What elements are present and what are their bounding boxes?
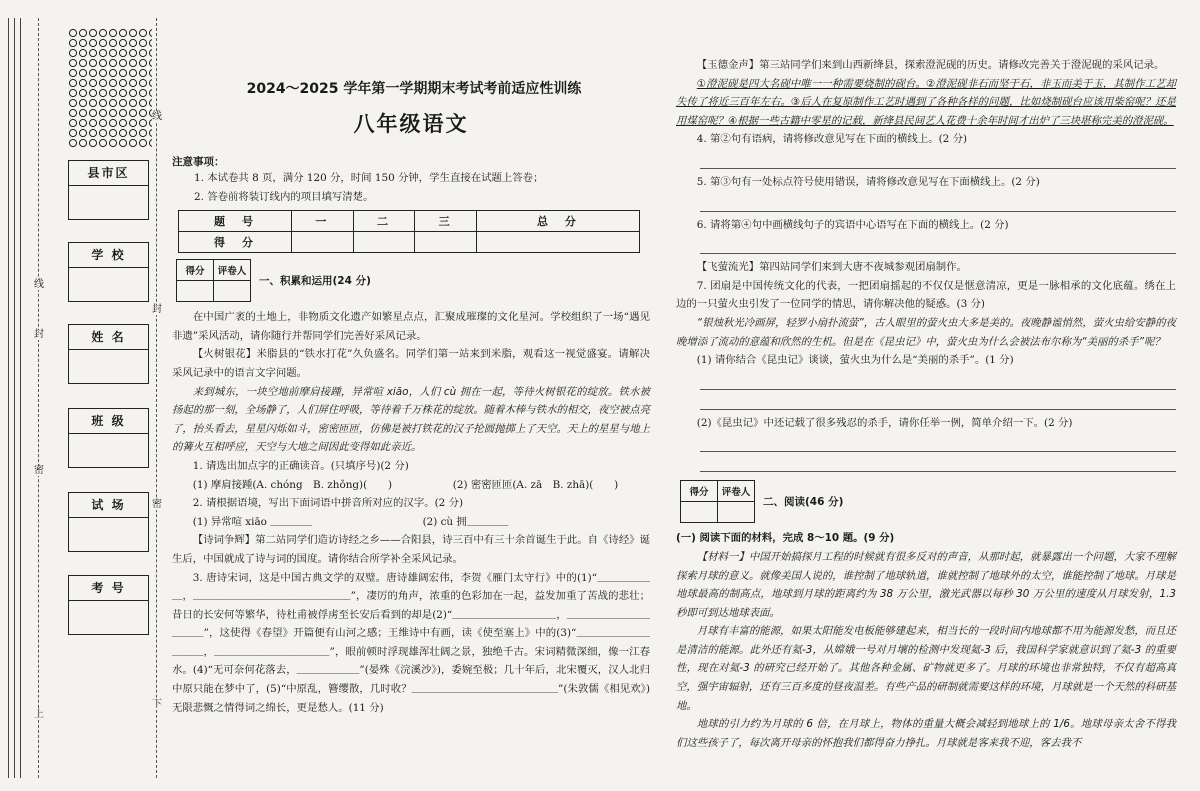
question-3[interactable]: 3. 唐诗宋词，这是中国古典文学的双璧。唐诗雄阔宏伟，李贺《雁门太守行》中的(1)“＿＿＿＿＿＿，＿＿＿＿＿＿＿＿＿＿＿＿＿＿＿”，凄厉的角声，浓重的色彩加在一起，益发加重了苦战的悲壮；昔日的长安何等繁华，待杜甫被俘虏至长安后看到的却是(2)“＿＿＿＿＿＿＿＿＿＿，＿＿＿＿＿＿＿＿＿＿＿”，这使得《春望》开篇便有山河之感；王维诗中有画，读《使至塞上》中的(3)“＿＿＿＿＿＿＿＿＿＿，＿＿＿＿＿＿＿＿＿＿＿”，眼前顿时浮现雄浑壮阔之景，独绝千古。宋词精微深细，像一江春水。(4)“无可奈何花落去，＿＿＿＿＿＿”(晏殊《浣溪沙》)，委婉至极；几十年后，北宋覆灭，汉人北归中原只能在梦中了，(5)“中原乱，簪缨散，几时收？＿＿＿＿＿＿＿＿＿＿＿＿＿＿”(朱敦儒《相见欢》)无限悲慨之情得词之绵长，更是愁人。(11 分) xyxy=(172,571,650,714)
section2-header xyxy=(680,480,1176,523)
field-label: 姓 名 xyxy=(69,325,148,350)
field-label: 学 校 xyxy=(69,243,148,268)
question-5: 5. 第③句有一处标点符号使用错误，请将修改意见写在下面横线上。(2 分) xyxy=(696,175,1040,188)
q1-option-b: (2) 密密匝匝(A. zā B. zhā)( ) xyxy=(452,478,619,491)
field-name[interactable] xyxy=(68,324,149,384)
grader-box xyxy=(680,480,755,523)
margin-rule xyxy=(14,18,15,778)
section1-title: 一、积累和运用(24 分) xyxy=(259,275,371,288)
grader-label: 得分 xyxy=(177,260,214,281)
exam-title: 2024～2025 学年第一学期期末考试考前适应性训练 xyxy=(246,81,582,97)
station4-intro: 【飞萤流光】第四站同学们来到大唐不夜城参观团扇制作。 xyxy=(696,261,967,274)
grader-label: 得分 xyxy=(681,481,718,502)
question-4: 4. 第②句有语病，请将修改意见写在下面的横线上。(2 分) xyxy=(696,133,968,146)
score-header: 二 xyxy=(353,211,415,232)
margin-char: 下 xyxy=(152,699,162,710)
score-cell[interactable] xyxy=(353,232,415,253)
score-header: 三 xyxy=(415,211,477,232)
right-column xyxy=(676,56,1176,752)
field-label: 县市区 xyxy=(69,161,148,186)
q1-option-a: (1) 摩肩接踵(A. chóng B. zhǒng)( ) xyxy=(192,478,392,491)
field-class[interactable] xyxy=(68,408,149,468)
station1-intro: 【火树银花】米脂县的“铁水打花”久负盛名。同学们第一站来到米脂，观看这一视觉盛宴。请解决采风记录中的语言文字问题。 xyxy=(172,348,650,379)
grader-label: 评卷人 xyxy=(214,260,251,281)
grader-cell[interactable] xyxy=(214,281,251,302)
field-school[interactable] xyxy=(68,242,149,302)
answer-line[interactable] xyxy=(700,390,1176,410)
station3-passage: ①澄泥砚是四大名砚中唯一一种需要烧制的砚台。②澄泥砚非石而坚于石，非玉而美于玉，其制作工艺却失传了将近三百年左右。③后人在复原制作工艺时遇到了各种各样的问题，比如烧制砚台应该用柴窑呢？还是用煤窑呢？④根据一些古籍中零星的记载，新绛县民间艺人花费十余年时间才出炉了三块堪称完美的澄泥砚。 xyxy=(676,77,1176,127)
material-1-p2: 月球有丰富的能源，如果太阳能发电板能够建起来，相当长的一段时间内地球都不用为能源发愁，而且还是清洁的能源。此外还有氦-3，从嫦娥一号对月壤的检测中发现氦-3 后，我国科学家就意识到了氦-3 的重要性，现在对氦-3 的研究已经开始了。其他各种金属、矿物就更多了。月球的环境也非常独特，不仅有超高真空，强宇宙辐射，还有三百多度的昼夜温差。有些产品的研制就需要这样的环境，月球就是一个天然的科研基地。 xyxy=(676,625,1176,712)
margin-rule xyxy=(8,18,9,778)
binding-holes xyxy=(68,28,152,148)
field-label: 试 场 xyxy=(69,493,148,518)
question-6: 6. 请将第④句中画横线句子的宾语中心语写在下面的横线上。(2 分) xyxy=(696,218,1009,231)
reading-1-title: (一) 阅读下面的材料，完成 8～10 题。(9 分) xyxy=(676,532,895,545)
q2-item-a: (1) 异常喧 xiāo ＿＿＿＿ xyxy=(192,515,312,528)
grader-label: 评卷人 xyxy=(718,481,755,502)
margin-char: 密 xyxy=(152,499,162,510)
score-cell[interactable] xyxy=(476,232,639,253)
station2-intro: 【诗词争辉】第二站同学们造访诗经之乡——合阳县，诗三百中有三十余首诞生于此。自《诗经》诞生后，中国就成了诗与词的国度。请你结合所学补全采风记录。 xyxy=(172,534,650,565)
score-header: 总 分 xyxy=(476,211,639,232)
grader-cell[interactable] xyxy=(718,502,755,523)
field-exam-room[interactable] xyxy=(68,492,149,552)
margin-char: 密 xyxy=(34,465,44,476)
cut-line xyxy=(38,18,39,778)
score-row-label: 得 分 xyxy=(179,232,292,253)
cut-line xyxy=(156,18,157,778)
notes-title: 注意事项： xyxy=(172,156,225,168)
field-county[interactable] xyxy=(68,160,149,220)
margin-char: 上 xyxy=(34,709,44,720)
score-cell[interactable] xyxy=(415,232,477,253)
question-1-options xyxy=(172,476,650,495)
score-header: 一 xyxy=(292,211,354,232)
left-column xyxy=(172,78,650,717)
section1-intro: 在中国广袤的土地上，非物质文化遗产如繁星点点，汇聚成璀璨的文化星河。学校组织了一场“遇见非遗”采风活动，请你随行并帮同学们完善好采风记录。 xyxy=(172,311,650,342)
material-1: 【材料一】中国开始搞探月工程的时候就有很多反对的声音，从那时起，就暴露出一个问题，大家不理解探索月球的意义。就像美国人说的，谁控制了地球轨道，谁就控制了地球外的太空，谁能控制了地球。月球是地球最高的制高点，地球到月球的距离约为 38 万公里，激光武器以每秒 30 万公里的速度从月球发射，1.3 秒即可到达地球表面。 xyxy=(676,550,1176,619)
section2-title: 二、阅读(46 分) xyxy=(763,496,844,509)
question-7: 7. 团扇是中国传统文化的代表，一把团扇摇起的不仅仅是惬意清凉，更是一脉相承的文化底蕴。绣在上边的一只萤火虫引发了一位同学的情思，请你解决他的疑惑。(3 分) xyxy=(676,279,1176,311)
margin-char: 封 xyxy=(34,329,44,340)
answer-line[interactable] xyxy=(700,192,1176,212)
grader-cell[interactable] xyxy=(177,281,214,302)
question-1: 1. 请选出加点字的正确读音。(只填序号)(2 分) xyxy=(192,459,409,472)
question-2: 2. 请根据语境，写出下面词语中拼音所对应的汉字。(2 分) xyxy=(192,497,464,510)
station3-intro: 【玉德金声】第三站同学们来到山西新绛县，探索澄泥砚的历史。请修改完善关于澄泥砚的采风记录。 xyxy=(696,59,1165,71)
score-cell[interactable] xyxy=(292,232,354,253)
question-2-items xyxy=(172,513,650,532)
question-7-quote: “银烛秋光冷画屏，轻罗小扇扑流萤”，古人眼里的萤火虫大多是美的。夜晚静谧悄然，萤火虫给安静的夜晚增添了流动的意蕴和欣然的生机。但是在《昆虫记》中，萤火虫为什么会被法布尔称为“美丽的杀手”呢？ xyxy=(676,316,1176,348)
exam-subject: 八年级语文 xyxy=(353,112,469,136)
margin-char: 线 xyxy=(34,279,44,290)
note-item: 1. 本试卷共 8 页，满分 120 分，时间 150 分钟，学生直接在试题上答卷； xyxy=(194,172,544,184)
answer-line[interactable] xyxy=(700,432,1176,452)
field-label: 考 号 xyxy=(69,576,148,601)
field-exam-number[interactable] xyxy=(68,575,149,635)
grader-cell[interactable] xyxy=(681,502,718,523)
margin-char: 封 xyxy=(152,304,162,315)
margin-rule xyxy=(20,18,21,778)
score-table xyxy=(178,210,640,253)
binding-margin xyxy=(0,0,165,791)
note-item: 2. 答卷前将装订线内的项目填写清楚。 xyxy=(194,190,374,203)
answer-line[interactable] xyxy=(700,452,1176,472)
answer-line[interactable] xyxy=(700,370,1176,390)
material-1-p3: 地球的引力约为月球的 6 倍，在月球上，物体的重量大概会减轻到地球上的 1/6。地球母亲太舍不得我们这些孩子了，每次离开母亲的怀抱我们都得奋力挣扎。月球就是客来我不迎，客去我不 xyxy=(676,718,1176,749)
answer-line[interactable] xyxy=(700,149,1176,169)
question-7-2: (2)《昆虫记》中还记载了很多残忍的杀手，请你任举一例，简单介绍一下。(2 分) xyxy=(696,416,1073,429)
score-header: 题 号 xyxy=(179,211,292,232)
station1-passage: 来到城东，一块空地前摩肩接踵，异常喧 xiāo，人们 cù 拥在一起，等待火树银花的绽放。铁水被扬起的那一刻，全场静了，人们屏住呼吸，等待着千万株花的绽放。随着木棒与铁水的相交，夜空被点亮了，抬头看去，星星闪烁如斗，密密匝匝，仿佛是被打铁花的汉子抡圆抛掷上了天空。天上的星星与地上的篝火互相呼应，天空与大地之间因此变得如此亲近。 xyxy=(172,385,650,454)
question-7-1: (1) 请你结合《昆虫记》谈谈，萤火虫为什么是“美丽的杀手”。(1 分) xyxy=(696,354,1014,367)
field-label: 班 级 xyxy=(69,409,148,434)
answer-line[interactable] xyxy=(700,234,1176,254)
section1-header xyxy=(176,259,650,302)
grader-box xyxy=(176,259,251,302)
margin-char: 线 xyxy=(152,111,162,122)
q2-item-b: (2) cù 拥＿＿＿＿ xyxy=(422,515,509,528)
